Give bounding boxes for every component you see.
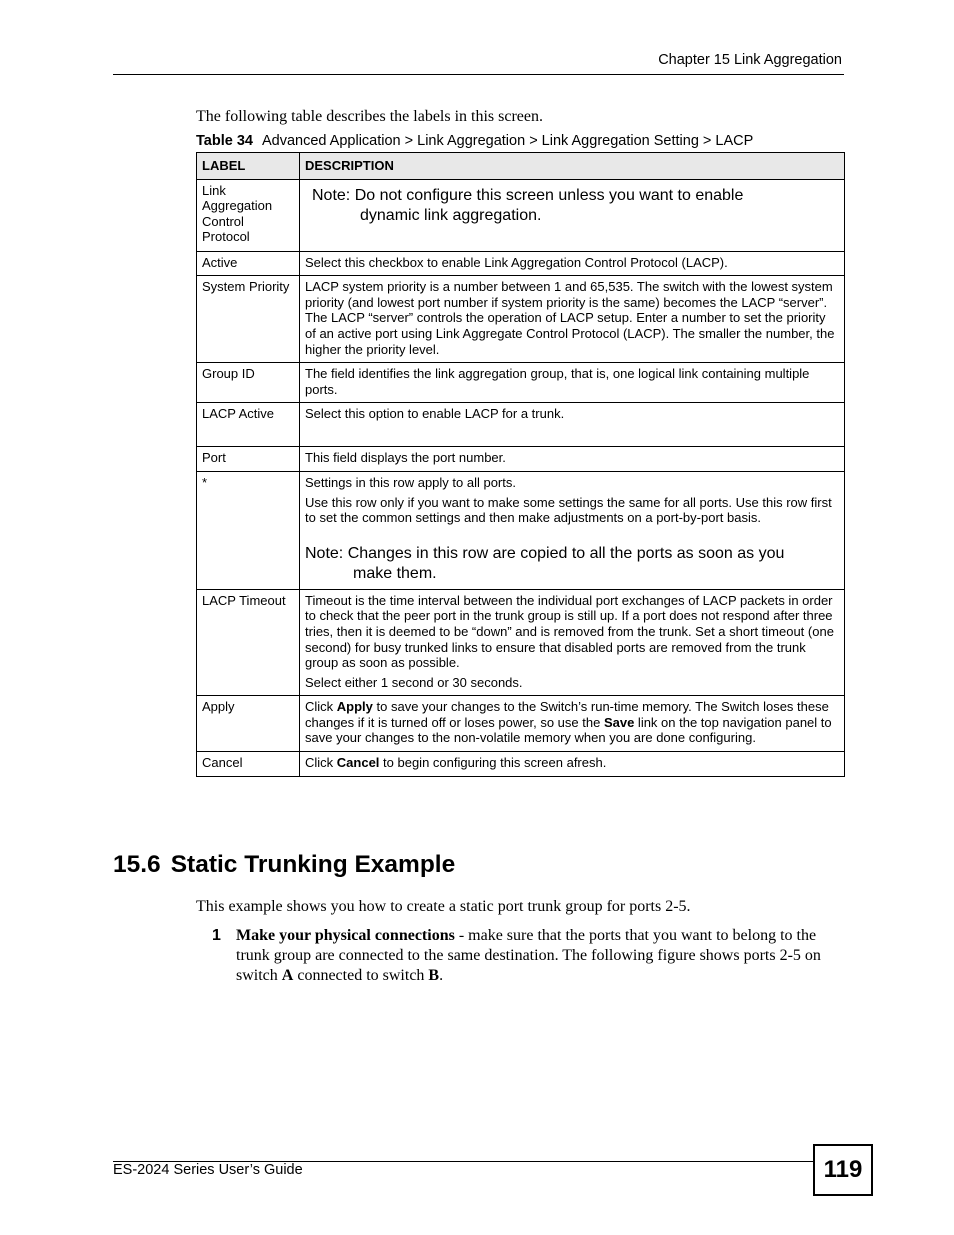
table-row [197, 403, 845, 447]
note [305, 544, 839, 584]
text-run: to save your changes to the Switch’s run-time memory. The Switch loses these changes if it is turned off or loses power, so use the [305, 699, 829, 730]
text-run: link on the top navigation panel to save your changes to the non-volatile memory when you are done configuring. [305, 714, 832, 746]
row-description: This field displays the port number. [300, 447, 845, 472]
switch-b: B [428, 967, 440, 984]
description-paragraph: Settings in this row apply to all ports. [305, 474, 516, 490]
apply-term: Apply [336, 699, 373, 715]
note-line: Note: Do not configure this screen unless you want to enable [312, 186, 744, 204]
row-label: Apply [197, 696, 300, 752]
table-row [197, 251, 845, 276]
table-row [197, 179, 845, 251]
table-row [197, 696, 845, 752]
row-label: System Priority [197, 276, 300, 363]
row-label: LACP Timeout [197, 589, 300, 696]
row-label: Link Aggregation Control Protocol [197, 179, 300, 251]
row-label: Port [197, 447, 300, 472]
description-paragraph: Timeout is the time interval between the individual port exchanges of LACP packets in order to check that the peer port in the trunk group is still up. If a port does not respond after three tries, then it is deemed to be “down” and is removed from the trunk. Set a short timeout (one second) for busy trunked links to ensure that disabled ports are removed from the trunk group as soon as possible. [305, 592, 834, 671]
row-description [300, 589, 845, 696]
text-run: . [439, 967, 444, 984]
note-line: Note: Changes in this row are copied to all the ports as soon as you [305, 544, 785, 562]
switch-a: A [281, 967, 294, 984]
table-row [197, 447, 845, 472]
body-paragraph: This example shows you how to create a static port trunk group for ports 2-5. [196, 898, 691, 915]
step-text [236, 926, 844, 986]
row-description [300, 471, 845, 589]
row-label: LACP Active [197, 403, 300, 447]
section-number: 15.6 [113, 851, 161, 878]
row-label: Cancel [197, 752, 300, 777]
row-description: LACP system priority is a number between 1 and 65,535. The switch with the lowest system priority (and lowest port number if system priority is the same) becomes the LACP “server”. The LACP “server” controls the operation of LACP setup. Enter a number to set the priority of an active port using Link Aggregate Control Protocol (LACP). The smaller the number, the higher the priority level. [300, 276, 845, 363]
row-description: Select this option to enable LACP for a trunk. [300, 403, 845, 447]
table-row [197, 363, 845, 403]
table-row [197, 589, 845, 696]
table-row [197, 471, 845, 589]
row-description: The field identifies the link aggregation group, that is, one logical link containing multiple ports. [300, 363, 845, 403]
labels-table [196, 152, 845, 777]
description-column-header: DESCRIPTION [300, 153, 845, 180]
description-paragraph: Use this row only if you want to make some settings the same for all ports. Use this row first to set the common settings and then make adjustments on a port-by-port basis. [305, 494, 832, 526]
text-run: Click [305, 699, 337, 715]
table-row [197, 752, 845, 777]
row-label: * [197, 471, 300, 589]
guide-title: ES-2024 Series User’s Guide [113, 1162, 303, 1178]
row-description [300, 179, 845, 251]
note-line: make them. [353, 564, 437, 582]
step-item [212, 926, 844, 986]
row-description: Select this checkbox to enable Link Aggregation Control Protocol (LACP). [300, 251, 845, 276]
chapter-header: Chapter 15 Link Aggregation [658, 52, 842, 68]
table-header-row [197, 153, 845, 180]
table-row [197, 276, 845, 363]
table-caption-text: Advanced Application > Link Aggregation > Link Aggregation Setting > LACP [261, 133, 754, 149]
text-run: connected to switch [293, 967, 429, 984]
intro-text: The following table describes the labels in this screen. [196, 108, 544, 125]
step-number: 1 [212, 927, 221, 944]
text-run: - make sure that the ports that you want to belong to the trunk group are connected to the same destination. The following figure shows ports 2-5 on switch [236, 927, 821, 984]
cancel-term: Cancel [336, 755, 380, 771]
step-title: Make your physical connections [236, 927, 455, 944]
note [312, 186, 839, 226]
row-label: Group ID [197, 363, 300, 403]
note-line: dynamic link aggregation. [360, 206, 542, 224]
page-number: 119 [813, 1144, 873, 1196]
row-description [300, 696, 845, 752]
table-caption [196, 133, 753, 149]
header-rule [113, 74, 844, 75]
text-run: to begin configuring this screen afresh. [379, 755, 607, 771]
table-caption-label: Table 34 [196, 133, 253, 149]
section-heading [113, 851, 455, 879]
description-paragraph: Select either 1 second or 30 seconds. [305, 674, 523, 690]
row-label: Active [197, 251, 300, 276]
text-run: Click [305, 755, 337, 771]
label-column-header: LABEL [197, 153, 300, 180]
section-title: Static Trunking Example [170, 851, 456, 878]
save-term: Save [603, 714, 635, 730]
row-description [300, 752, 845, 777]
